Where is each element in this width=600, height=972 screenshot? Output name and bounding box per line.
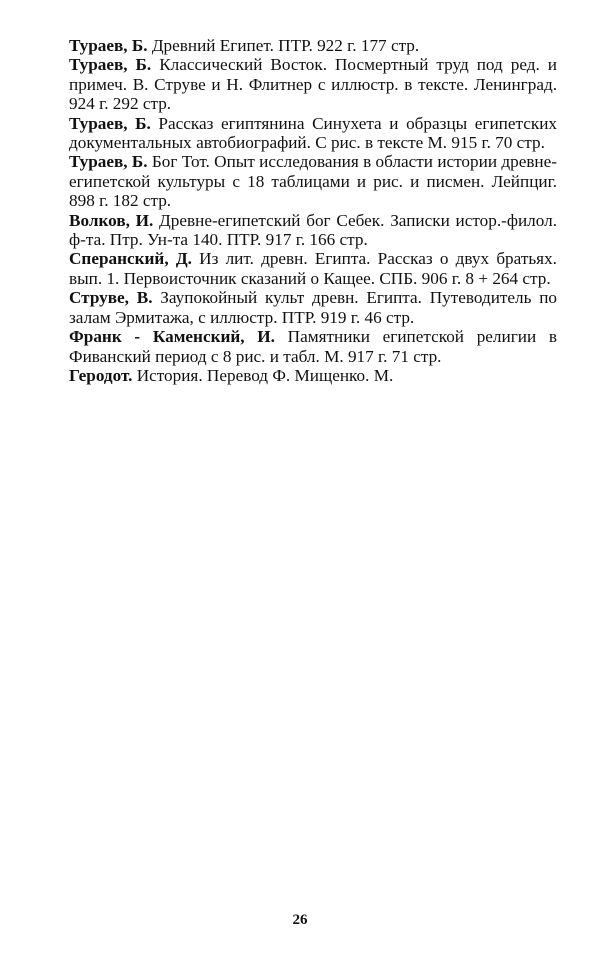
bibliography-entry	[69, 366, 557, 385]
bibliography-list	[69, 36, 557, 385]
bibliography-entry	[69, 114, 557, 153]
entry-author: Тураев, Б.	[69, 36, 148, 55]
entry-text: Классический Восток. Посмертный труд под ред. и примеч. В. Струве и Н. Флитнер с иллюстр. в тексте. Ленинград. 924 г. 292 стр.	[69, 55, 557, 114]
entry-text: Рассказ египтянина Синухета и образцы египетских документальных автобиографий. С рис. в тексте М. 915 г. 70 стр.	[69, 113, 557, 153]
bibliography-entry	[69, 327, 557, 366]
entry-author: Струве, В.	[69, 288, 153, 308]
entry-text: История. Перевод Ф. Мищенко. М.	[132, 365, 394, 385]
page-number: 26	[292, 912, 308, 928]
bibliography-entry	[69, 55, 557, 113]
bibliography-entry	[69, 211, 557, 250]
entry-author: Франк - Каменский, И.	[69, 327, 275, 347]
entry-text: Заупокойный культ древн. Египта. Путеводитель по залам Эрмитажа, с иллюстр. ПТР. 919 г. 46 стр.	[69, 288, 558, 327]
bibliography-entry	[69, 249, 557, 288]
entry-author: Волков, И.	[69, 210, 154, 230]
entry-author: Тураев, Б.	[69, 113, 151, 133]
entry-author: Геродот.	[69, 365, 133, 385]
entry-text: Памятники египетской религии в Фиванский период с 8 рис. и табл. М. 917 г. 71 стр.	[69, 327, 557, 366]
entry-text: Бог Тот. Опыт исследования в области истории древне-египетской культуры с 18 таблицами и рис. и писмен. Лейпциг. 898 г. 182 стр.	[69, 152, 557, 211]
entry-author: Тураев, Б.	[69, 55, 152, 75]
entry-author: Тураев, Б.	[69, 152, 148, 172]
entry-author: Сперанский, Д.	[69, 249, 192, 269]
bibliography-entry	[69, 152, 557, 210]
bibliography-entry	[69, 36, 557, 55]
entry-text: Древне-египетский бог Себек. Записки истор.-филол. ф-та. Птр. Ун-та 140. ПТР. 917 г. 166 стр.	[69, 210, 558, 250]
entry-text: Из лит. древн. Египта. Рассказ о двух братьях. вып. 1. Первоисточник сказаний о Кащее. СПБ. 906 г. 8 + 264 стр.	[69, 249, 557, 288]
entry-text: Древний Египет. ПТР. 922 г. 177 стр.	[147, 36, 420, 55]
bibliography-entry	[69, 288, 557, 327]
